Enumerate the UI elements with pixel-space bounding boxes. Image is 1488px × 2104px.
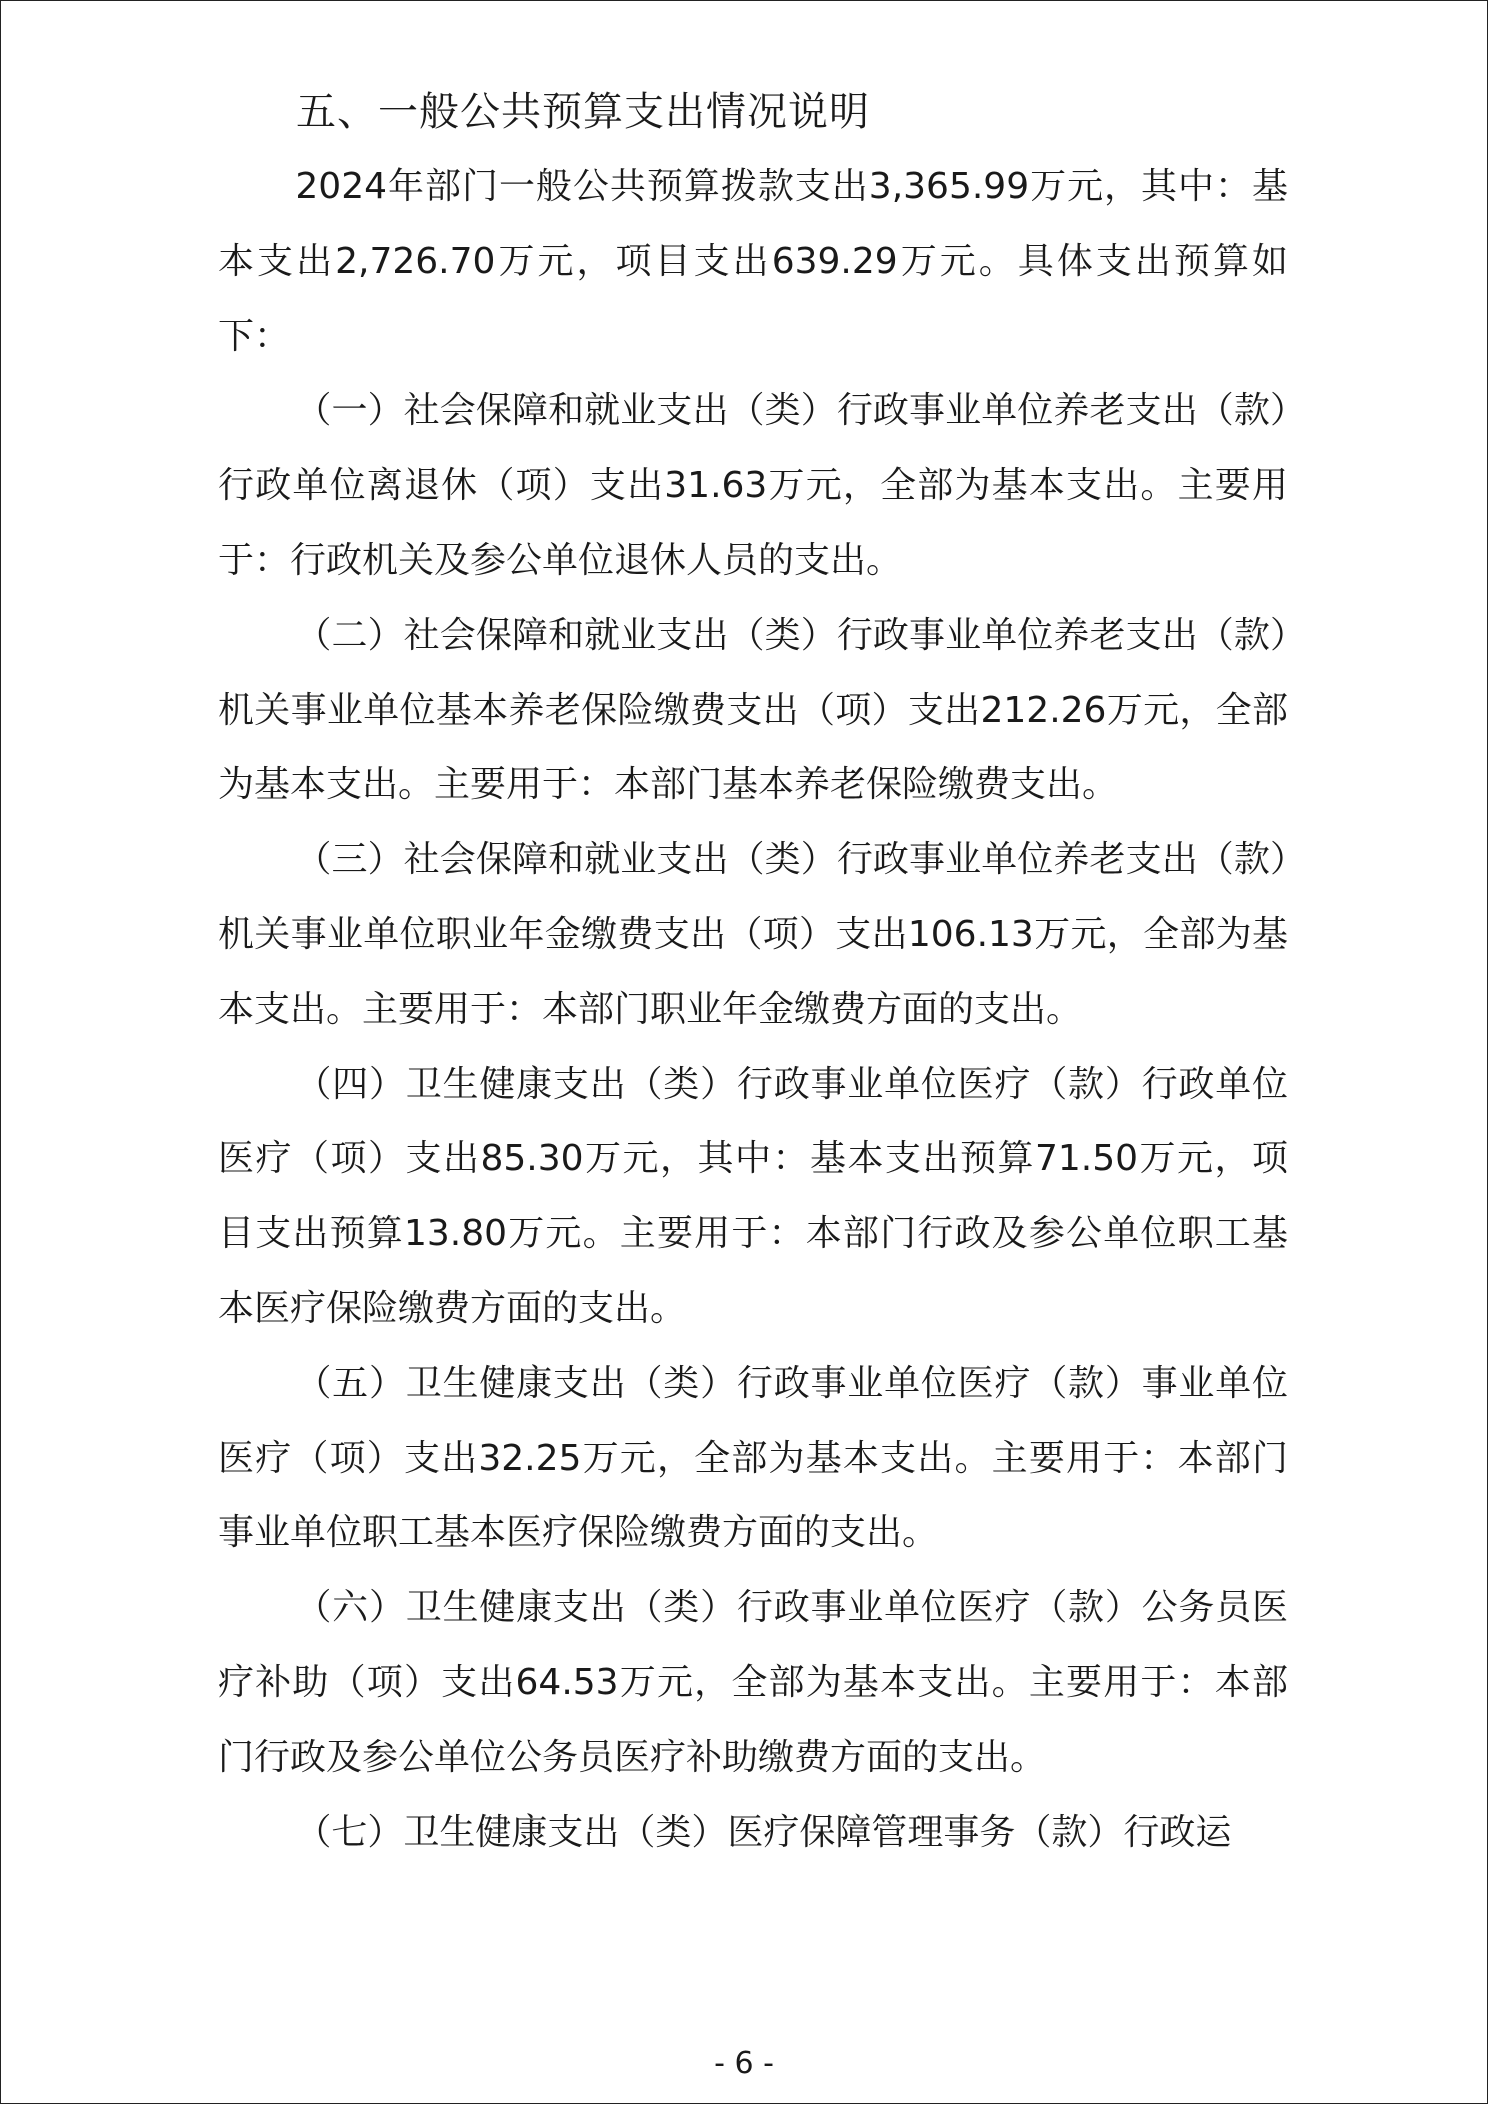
item-paragraph-5: （五）卫生健康支出（类）行政事业单位医疗（款）事业单位医疗（项）支出32.25万元，全部为基本支出。主要用于：本部门事业单位职工基本医疗保险缴费方面的支出。: [218, 1362, 1288, 1554]
item-paragraph-7: （七）卫生健康支出（类）医疗保障管理事务（款）行政运: [295, 1811, 1232, 1853]
item-paragraph-4: （四）卫生健康支出（类）行政事业单位医疗（款）行政单位医疗（项）支出85.30万元，其中：基本支出预算71.50万元，项目支出预算13.80万元。主要用于：本部门行政及参公单位职工基本医疗保险缴费方面的支出。: [218, 1063, 1288, 1329]
item-paragraph-1: （一）社会保障和就业支出（类）行政事业单位养老支出（款）行政单位离退休（项）支出31.63万元，全部为基本支出。主要用于：行政机关及参公单位退休人员的支出。: [218, 390, 1288, 581]
item-paragraph-2: （二）社会保障和就业支出（类）行政事业单位养老支出（款）机关事业单位基本养老保险缴费支出（项）支出212.26万元，全部为基本支出。主要用于：本部门基本养老保险缴费支出。: [218, 614, 1288, 806]
item-paragraph-3: （三）社会保障和就业支出（类）行政事业单位养老支出（款）机关事业单位职业年金缴费支出（项）支出106.13万元，全部为基本支出。主要用于：本部门职业年金缴费方面的支出。: [218, 839, 1288, 1030]
item-paragraph-6: （六）卫生健康支出（类）行政事业单位医疗（款）公务员医疗补助（项）支出64.53万元，全部为基本支出。主要用于：本部门行政及参公单位公务员医疗补助缴费方面的支出。: [218, 1587, 1288, 1778]
section-heading: 五、一般公共预算支出情况说明: [296, 89, 870, 135]
page-number: - 6 -: [714, 2046, 774, 2081]
intro-paragraph: 2024年部门一般公共预算拨款支出3,365.99万元，其中：基本支出2,726.70万元，项目支出639.29万元。具体支出预算如下：: [218, 166, 1288, 357]
document-body: [218, 75, 1288, 1870]
